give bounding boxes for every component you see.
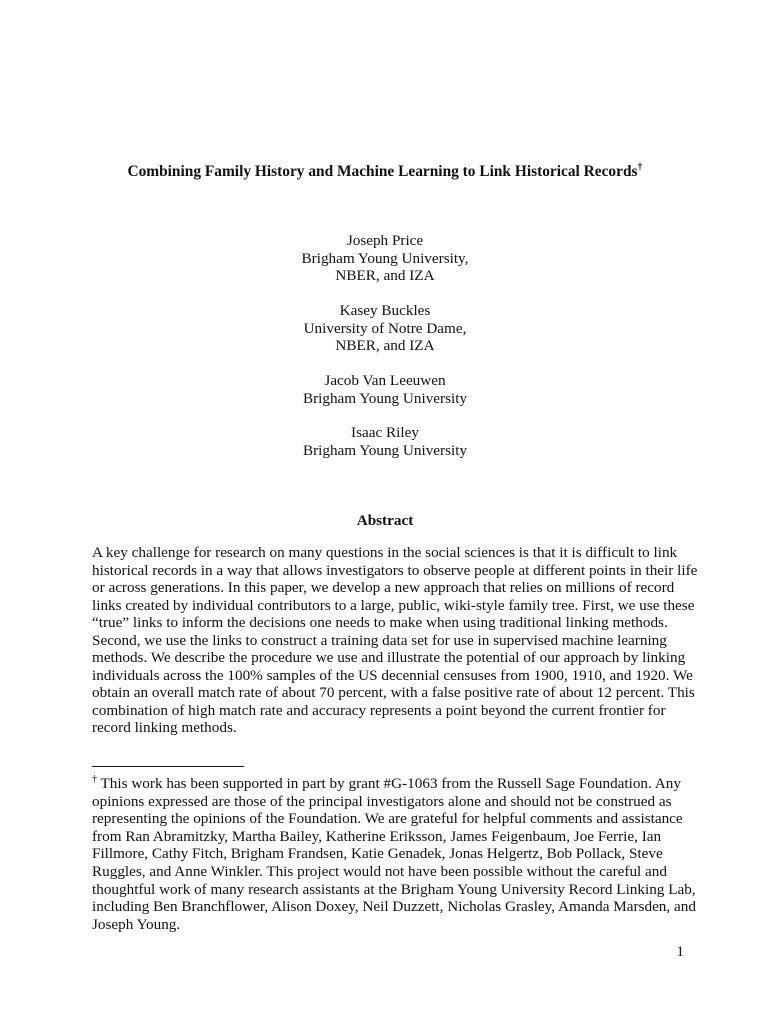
footnote-line: Fillmore, Cathy Fitch, Brigham Frandsen, Katie Genadek, Jonas Helgertz, Bob Pollack, Steve [92,845,663,863]
abstract-line: combination of high match rate and accuracy represents a point beyond the current frontier for [92,701,666,719]
footnote-line: thoughtful work of many research assistants at the Brigham Young University Record Linking Lab, [92,880,696,898]
footnote-separator [92,766,244,767]
author-name: Kasey Buckles [339,302,431,319]
abstract-line: “true” links to inform the decisions one needs to make when using traditional linking methods. [92,614,668,631]
author-affiliation: NBER, and IZA [335,267,435,285]
abstract-line: or across generations. In this paper, we develop a new approach that relies on millions of record [92,579,675,596]
footnote-line: including Ben Branchflower, Alison Doxey, Neil Duzzett, Nicholas Grasley, Amanda Marsden, and [92,898,696,916]
footnote-line: from Ran Abramitzky, Martha Bailey, Katherine Eriksson, James Feigenbaum, Joe Ferrie, Ian [92,827,662,845]
author-affiliation: NBER, and IZA [335,337,435,355]
author-name: Jacob Van Leeuwen [324,372,446,389]
page-number: 1 [676,943,684,960]
author-affiliation: Brigham Young University [302,441,468,459]
footnote-line: opinions expressed are those of the principal investigators alone and should not be construed as [92,792,672,810]
footnote-dagger-mark: † [92,773,97,785]
abstract-line: historical records in a way that allows investigators to observe people at different points in their life [92,561,698,579]
abstract-line: obtain an overall match rate of about 70 percent, with a false positive rate of about 12 percent. This [92,684,695,701]
abstract-line: individuals across the 100% samples of the US decennial censuses from 1900, 1910, and 1920. We [92,666,693,684]
abstract-line: Second, we use the links to construct a training data set for use in supervised machine learning [92,631,667,649]
abstract-body [92,544,698,737]
author-affiliation: Brigham Young University [302,389,468,407]
footnote [92,773,696,933]
abstract-line: methods. We describe the procedure we use and illustrate the potential of our approach by linking [92,649,686,666]
author-block-price [235,232,535,285]
footnote-line-text: This work has been supported in part by grant #G-1063 from the Russell Sage Foundation. Any [97,775,681,792]
footnote-line: representing the opinions of the Foundation. We are grateful for helpful comments and assistance [92,810,683,828]
abstract-line: A key challenge for research on many questions in the social sciences is that it is difficult to link [92,544,678,561]
abstract-line: links created by individual contributors to a large, public, wiki-style family tree. First, we use these [92,596,695,614]
author-affiliation: University of Notre Dame, [303,319,467,337]
footnote-line [92,775,692,793]
author-name: Joseph Price [346,232,424,249]
paper-title-text: Combining Family History and Machine Learning to Link Historical Records [127,163,638,180]
footnote-line: Ruggles, and Anne Winkler. This project would not have been possible without the careful and [92,862,667,880]
paper-title [90,160,680,184]
footnote-line: Joseph Young. [92,915,181,933]
title-dagger-mark: † [637,161,643,173]
author-block-buckles [235,302,535,355]
author-affiliation: Brigham Young University, [301,249,469,267]
author-name: Isaac Riley [351,424,419,441]
abstract-heading: Abstract [356,512,414,529]
abstract-line: record linking methods. [92,719,237,736]
author-block-van-leeuwen [235,372,535,407]
author-block-riley [235,424,535,459]
